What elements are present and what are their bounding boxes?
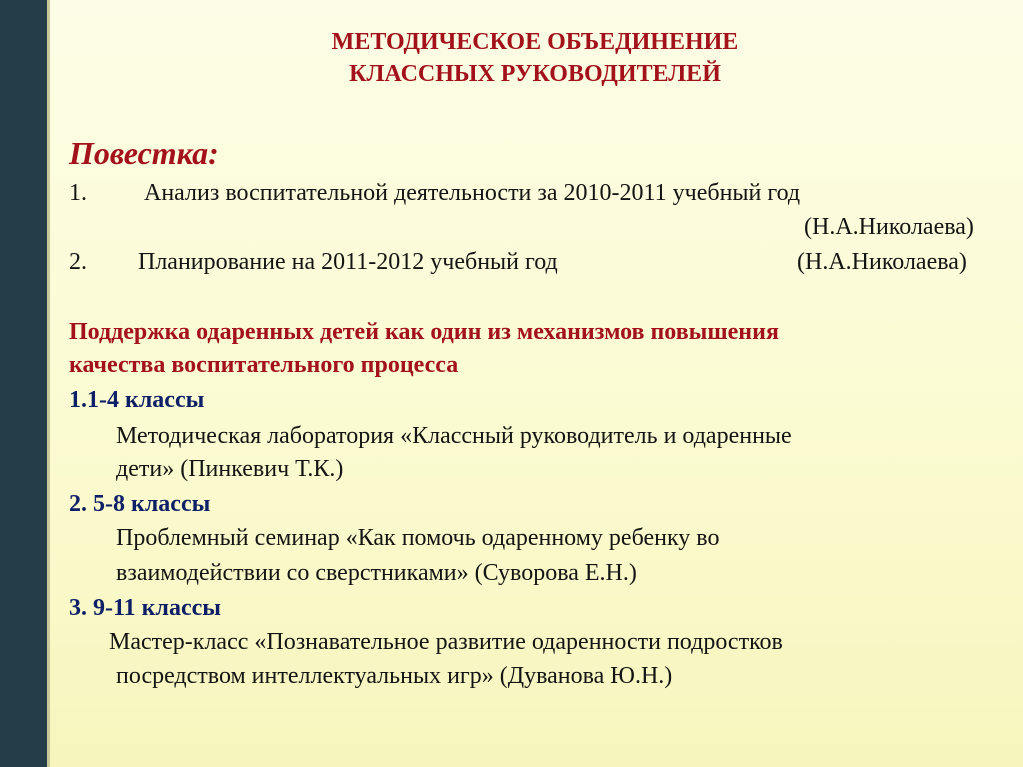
left-sidebar-band bbox=[0, 0, 47, 767]
agenda-item-2-text: Планирование на 2011-2012 учебный год bbox=[138, 249, 558, 275]
section-2-line-2: взаимодействии со сверстниками» (Суворова Е.Н.) bbox=[116, 560, 637, 586]
slide-area bbox=[47, 0, 1023, 767]
slide-title-line-1: МЕТОДИЧЕСКОЕ ОБЪЕДИНЕНИЕ bbox=[331, 29, 739, 55]
topic-line-1: Поддержка одаренных детей как один из механизмов повышения bbox=[69, 319, 779, 345]
agenda-item-1-text: Анализ воспитательной деятельности за 2010-2011 учебный год bbox=[144, 180, 801, 206]
topic-line-2: качества воспитательного процесса bbox=[69, 352, 459, 378]
section-3-heading: 3. 9-11 классы bbox=[69, 595, 222, 621]
agenda-item-2-number: 2. bbox=[69, 249, 87, 275]
section-3-line-1: Мастер-класс «Познавательное развитие одаренности подростков bbox=[109, 629, 783, 655]
slide-title-line-2: КЛАССНЫХ РУКОВОДИТЕЛЕЙ bbox=[349, 61, 721, 87]
sidebar-divider bbox=[47, 0, 50, 767]
agenda-item-2-speaker: (Н.А.Николаева) bbox=[797, 249, 967, 275]
agenda-heading: Повестка: bbox=[69, 135, 219, 171]
section-2-line-1: Проблемный семинар «Как помочь одаренному ребенку во bbox=[116, 525, 720, 551]
agenda-item-1-number: 1. bbox=[69, 180, 87, 206]
section-1-line-2: дети» (Пинкевич Т.К.) bbox=[116, 456, 344, 482]
section-1-heading: 1.1-4 классы bbox=[69, 387, 205, 413]
section-1-line-1: Методическая лаборатория «Классный руководитель и одаренные bbox=[116, 423, 792, 449]
agenda-item-1-speaker: (Н.А.Николаева) bbox=[804, 214, 974, 240]
section-2-heading: 2. 5-8 классы bbox=[69, 491, 211, 517]
section-3-line-2: посредством интеллектуальных игр» (Дуванова Ю.Н.) bbox=[116, 663, 673, 689]
